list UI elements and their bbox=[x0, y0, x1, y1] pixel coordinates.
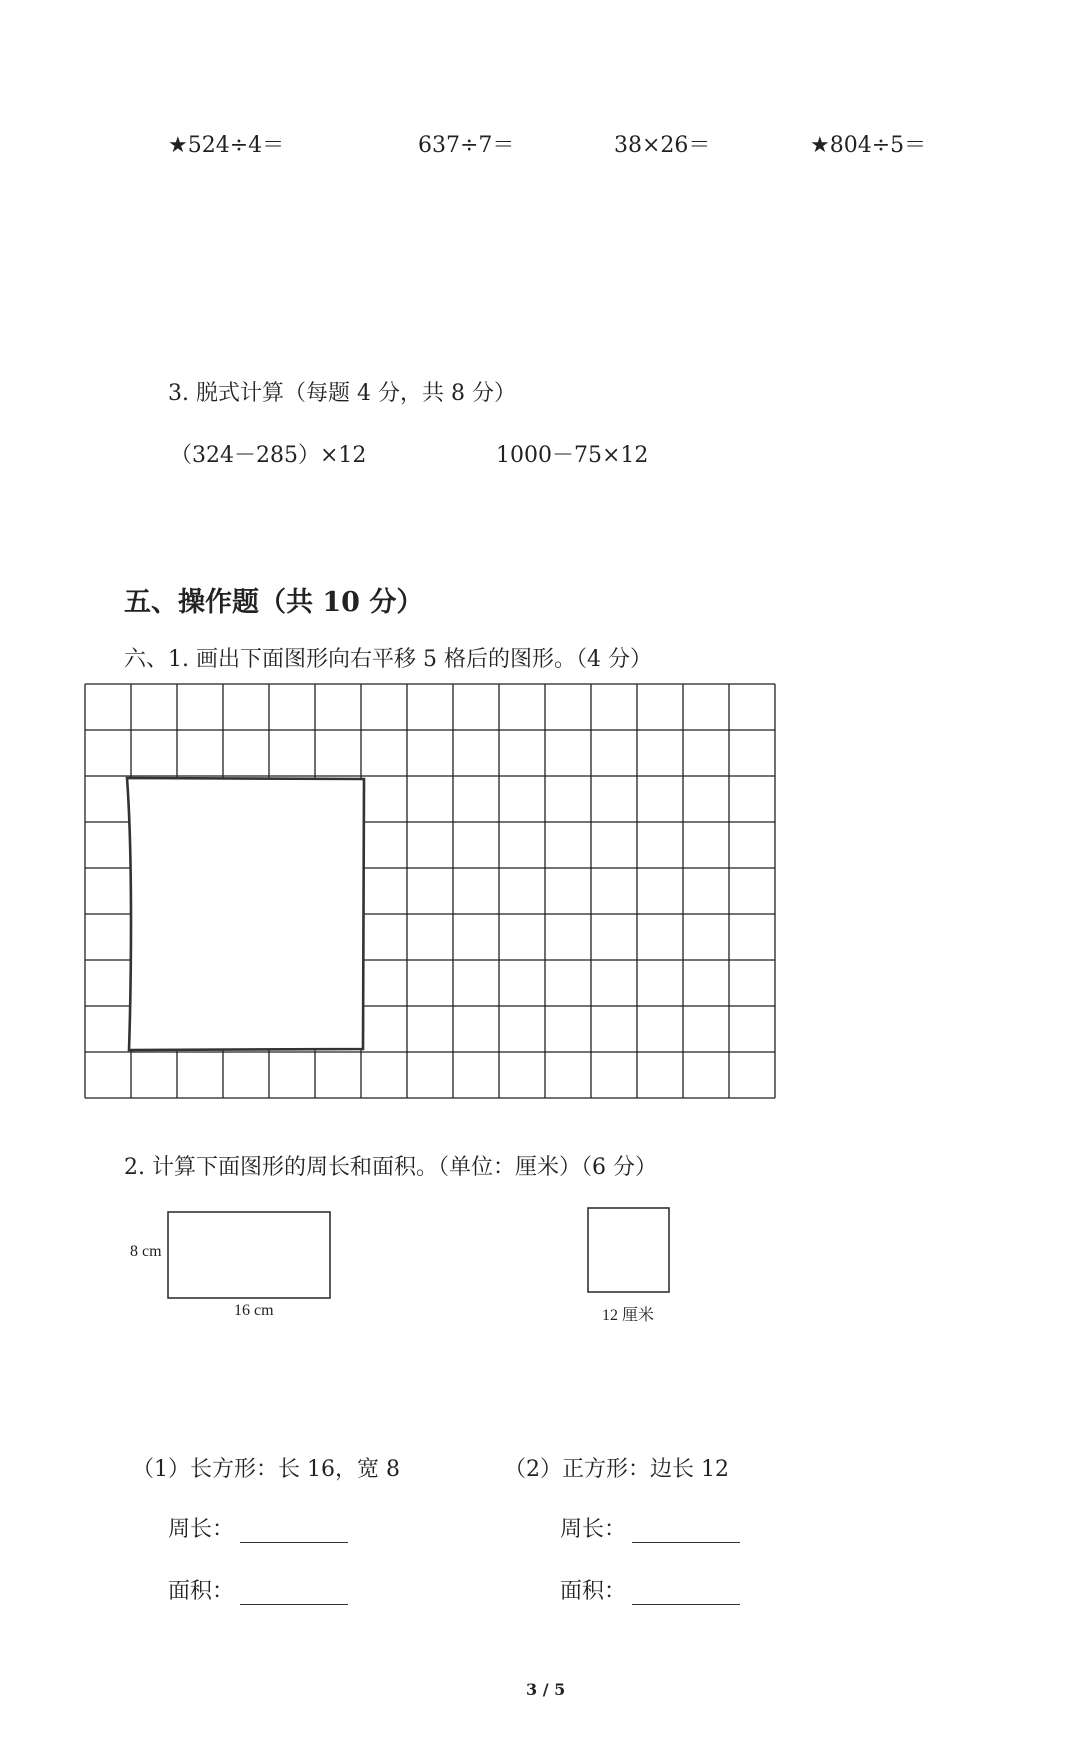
area-label: 面积： bbox=[560, 1579, 627, 1604]
calc-item-2: 637÷7＝ bbox=[418, 133, 515, 158]
section-title: 五、操作题（共 10 分） bbox=[124, 587, 424, 618]
rect-width-label: 16 cm bbox=[234, 1302, 274, 1319]
part1-perimeter bbox=[168, 1512, 348, 1543]
part2-perimeter bbox=[560, 1512, 740, 1543]
perimeter-answer-blank[interactable] bbox=[632, 1520, 740, 1543]
calc-item-3: 38×26＝ bbox=[614, 133, 711, 158]
q1-instruction: 六、1. 画出下面图形向右平移 5 格后的图形。（4 分） bbox=[124, 647, 652, 672]
part1-area bbox=[168, 1574, 348, 1605]
calc-item-4: ★804÷5＝ bbox=[810, 133, 927, 158]
part2-label: （2）正方形：边长 12 bbox=[504, 1457, 729, 1482]
q3-heading: 3. 脱式计算（每题 4 分，共 8 分） bbox=[168, 381, 516, 406]
calc-item-1: ★524÷4＝ bbox=[168, 133, 285, 158]
square-side-label: 12 厘米 bbox=[602, 1307, 655, 1324]
square-figure bbox=[588, 1208, 669, 1292]
area-answer-blank[interactable] bbox=[240, 1582, 348, 1605]
page-number: 3 / 5 bbox=[526, 1680, 566, 1699]
perimeter-label: 周长： bbox=[560, 1517, 627, 1542]
perimeter-label: 周长： bbox=[168, 1517, 235, 1542]
q3-expression-1: （324－285）×12 bbox=[170, 443, 367, 468]
rectangle-figure bbox=[168, 1212, 330, 1298]
part1-label: （1）长方形：长 16，宽 8 bbox=[132, 1457, 400, 1482]
area-label: 面积： bbox=[168, 1579, 235, 1604]
area-answer-blank[interactable] bbox=[632, 1582, 740, 1605]
q3-expression-2: 1000－75×12 bbox=[496, 443, 649, 468]
q2-instruction: 2. 计算下面图形的周长和面积。（单位：厘米）（6 分） bbox=[124, 1155, 657, 1180]
rect-height-label: 8 cm bbox=[130, 1243, 162, 1260]
perimeter-answer-blank[interactable] bbox=[240, 1520, 348, 1543]
part2-area bbox=[560, 1574, 740, 1605]
